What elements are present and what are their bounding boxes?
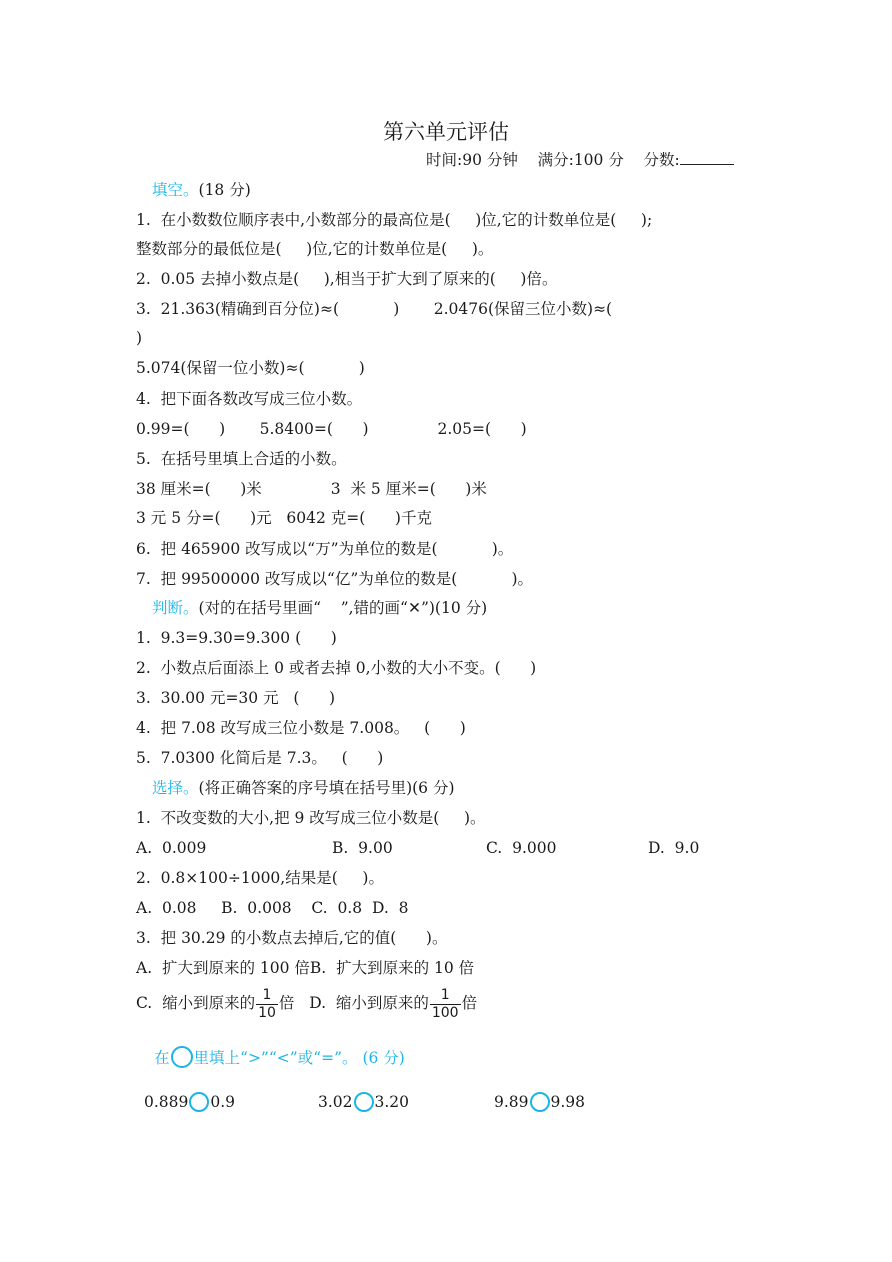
- question-4: 4. 把下面各数改写成三位小数。: [136, 390, 363, 408]
- section-label: 选择。: [152, 779, 199, 797]
- judge-5: 5. 7.0300 化简后是 7.3。 ( ): [136, 749, 384, 767]
- choice-3: 3. 把 30.29 的小数点去掉后,它的值( )。: [136, 929, 448, 947]
- score-blank[interactable]: [680, 150, 734, 165]
- fraction-one-hundredth: [430, 987, 461, 1022]
- compare-item-1: [144, 1092, 235, 1112]
- page-title: 第六单元评估: [383, 120, 509, 144]
- section-points: (18 分): [198, 181, 251, 199]
- compare-item-2: [318, 1092, 409, 1112]
- question-3-line-2: ): [136, 329, 143, 347]
- question-1-line-2: 整数部分的最低位是( )位,它的计数单位是( )。: [136, 240, 494, 258]
- choice-1: 1. 不改变数的大小,把 9 改写成三位小数是( )。: [136, 809, 486, 827]
- question-5-items-1: 38 厘米=( )米 3 米 5 厘米=( )米: [136, 480, 487, 498]
- section-instructions: (对的在括号里画“ ”,错的画“✕”)(10 分): [198, 599, 488, 617]
- compare-left: 9.89: [494, 1093, 529, 1111]
- section-instructions: 里填上“>”“<”或“=”。 (6 分): [193, 1049, 405, 1067]
- compare-right: 0.9: [210, 1093, 236, 1111]
- circle-icon: [171, 1046, 193, 1068]
- fraction-one-tenth: [256, 987, 278, 1022]
- question-3-line-3: 5.074(保留一位小数)≈( ): [136, 359, 365, 377]
- choice-1-option-c: C. 9.000: [486, 839, 557, 857]
- fraction-numerator: 1: [430, 987, 461, 1005]
- choice-1-option-a: A. 0.009: [136, 839, 207, 857]
- choice-2-options: A. 0.08 B. 0.008 C. 0.8 D. 8: [136, 899, 409, 917]
- choice-1-option-b: B. 9.00: [332, 839, 393, 857]
- compare-circle[interactable]: [189, 1092, 209, 1112]
- section-compare-heading: [154, 1046, 405, 1068]
- choice-1-option-d: D. 9.0: [648, 839, 700, 857]
- time-label: 时间:90 分钟: [426, 151, 518, 169]
- section-choice-heading: [152, 778, 455, 798]
- judge-4: 4. 把 7.08 改写成三位小数是 7.008。 ( ): [136, 719, 466, 737]
- compare-circle[interactable]: [530, 1092, 550, 1112]
- option-d-text: 倍 D. 缩小到原来的: [278, 994, 429, 1012]
- compare-left: 0.889: [144, 1093, 189, 1111]
- section-label: 填空。: [152, 181, 199, 199]
- compare-circle[interactable]: [354, 1092, 374, 1112]
- score-label: 分数:: [643, 151, 680, 169]
- section-instructions: (将正确答案的序号填在括号里)(6 分): [198, 779, 455, 797]
- section-label: 判断。: [152, 599, 199, 617]
- question-5: 5. 在括号里填上合适的小数。: [136, 450, 347, 468]
- fraction-denominator: 10: [258, 1004, 276, 1021]
- choice-3-options-ab: A. 扩大到原来的 100 倍B. 扩大到原来的 10 倍: [136, 959, 475, 977]
- section-label: 在: [154, 1049, 170, 1067]
- compare-right: 9.98: [550, 1093, 586, 1111]
- question-3-line-1: 3. 21.363(精确到百分位)≈( ) 2.0476(保留三位小数)≈(: [136, 300, 613, 318]
- compare-item-3: [494, 1092, 585, 1112]
- question-4-items: 0.99=( ) 5.8400=( ) 2.05=( ): [136, 420, 527, 438]
- compare-left: 3.02: [318, 1093, 353, 1111]
- question-7: 7. 把 99500000 改写成以“亿”为单位的数是( )。: [136, 570, 534, 588]
- choice-3-options-cd: [136, 983, 477, 1023]
- judge-1: 1. 9.3=9.30=9.300 ( ): [136, 629, 337, 647]
- fraction-denominator: 100: [431, 1004, 459, 1021]
- exam-meta: [426, 150, 734, 170]
- choice-2: 2. 0.8×100÷1000,结果是( )。: [136, 869, 384, 887]
- full-score-label: 满分:100 分: [537, 151, 624, 169]
- fraction-numerator: 1: [256, 987, 278, 1005]
- judge-2: 2. 小数点后面添上 0 或者去掉 0,小数的大小不变。( ): [136, 659, 537, 677]
- option-c-text: C. 缩小到原来的: [136, 994, 256, 1012]
- question-6: 6. 把 465900 改写成以“万”为单位的数是( )。: [136, 540, 514, 558]
- judge-3: 3. 30.00 元=30 元 ( ): [136, 689, 336, 707]
- section-fill-heading: [152, 180, 251, 200]
- section-judge-heading: [152, 598, 487, 618]
- compare-right: 3.20: [374, 1093, 410, 1111]
- question-2: 2. 0.05 去掉小数点是( ),相当于扩大到了原来的( )倍。: [136, 270, 558, 288]
- option-d-suffix: 倍: [461, 994, 478, 1012]
- question-1-line-1: 1. 在小数数位顺序表中,小数部分的最高位是( )位,它的计数单位是( );: [136, 211, 653, 229]
- question-5-items-2: 3 元 5 分=( )元 6042 克=( )千克: [136, 509, 432, 527]
